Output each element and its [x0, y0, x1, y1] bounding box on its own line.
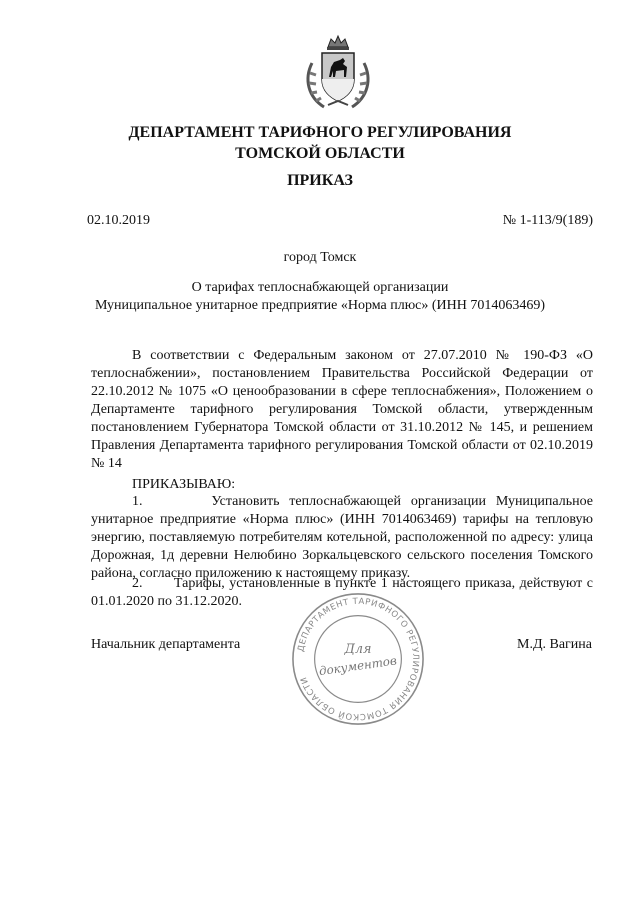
- order-item: 2. Тарифы, установленные в пункте 1 настоящего приказа, действуют с 01.01.2020 по 31.12.2020.: [91, 576, 593, 609]
- department-name-line1: ДЕПАРТАМЕНТ ТАРИФНОГО РЕГУЛИРОВАНИЯ: [128, 124, 512, 141]
- subject-line2: Муниципальное унитарное предприятие «Норма плюс» (ИНН 7014063469): [94, 298, 546, 313]
- svg-text:Для: Для: [344, 642, 372, 658]
- svg-text:ДЕПАРТАМЕНТ ТАРИФНОГО РЕГУЛИРО: ДЕПАРТАМЕНТ ТАРИФНОГО РЕГУЛИРОВАНИЯ ТОМСКОЙ ОБЛАСТИ: [295, 595, 422, 723]
- document-number: № 1-113/9(189): [502, 213, 593, 228]
- svg-text:документов: документов: [318, 653, 398, 679]
- document-city: город Томск: [283, 250, 357, 265]
- document-title: ПРИКАЗ: [287, 172, 353, 189]
- tomsk-region-coat-of-arms-icon: [298, 33, 378, 113]
- signature-name: М.Д. Вагина: [517, 637, 592, 652]
- order-item: 1. Установить теплоснабжающей организации Муниципальное унитарное предприятие «Норма плюс» (ИНН 7014063469) тарифы на тепловую энергию, поставляемую потребителям котельной, расположенной по адресу: улица Дорожная, 1д деревни Нелюбино Зоркальцевского сельского поселения Томского района, согласно приложению к настоящему приказу.: [91, 494, 593, 581]
- signature-position: Начальник департамента: [91, 637, 241, 652]
- document-subject: [0, 279, 640, 315]
- official-round-seal-icon: [289, 590, 427, 728]
- department-name-line2: ТОМСКОЙ ОБЛАСТИ: [235, 145, 405, 162]
- preamble-paragraph: В соответствии с Федеральным законом от 27.07.2010 № 190-ФЗ «О теплоснабжении», постановлением Правительства Российской Федерации от 22.10.2012 № 1075 «О ценообразовании в сфере теплоснабжения», Положением о Департаменте тарифного регулирования Томской области, утвержденным постановлением Губернатора Томской области от 31.10.2012 № 145, и решением Правления Департамента тарифного регулирования Томской области от 02.10.2019 № 14: [91, 348, 593, 471]
- document-date: 02.10.2019: [87, 213, 150, 228]
- decree-word: ПРИКАЗЫВАЮ:: [132, 477, 236, 492]
- subject-line1: О тарифах теплоснабжающей организации: [191, 280, 449, 295]
